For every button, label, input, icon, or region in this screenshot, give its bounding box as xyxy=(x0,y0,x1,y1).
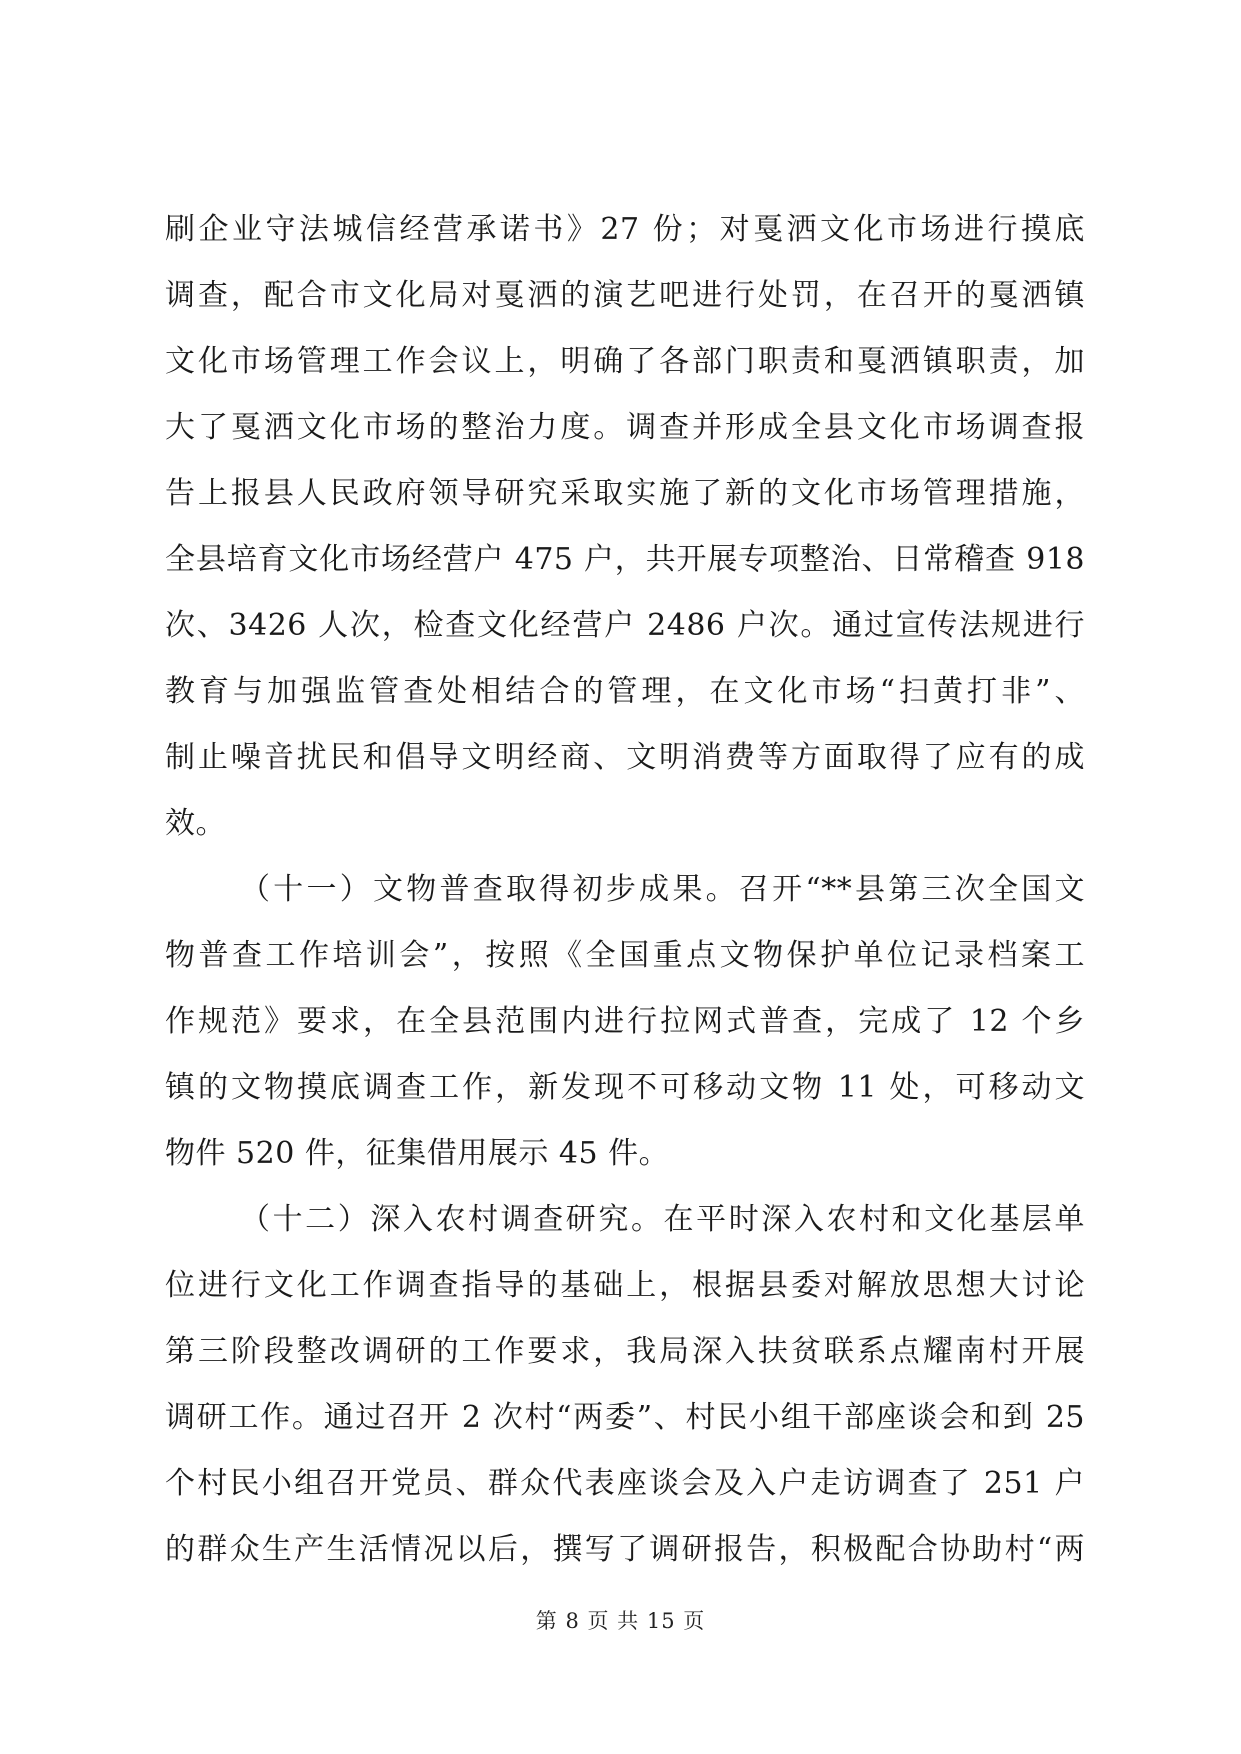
text-line: 调查，配合市文化局对戛洒的演艺吧进行处罚，在召开的戛洒镇 xyxy=(165,278,1085,313)
text-line: 制止噪音扰民和倡导文明经商、文明消费等方面取得了应有的成 xyxy=(165,740,1085,775)
text-line: 文化市场管理工作会议上，明确了各部门职责和戛洒镇职责，加 xyxy=(165,344,1085,379)
text-line: 调研工作。通过召开 2 次村“两委”、村民小组干部座谈会和到 25 xyxy=(165,1400,1085,1435)
text-line: 大了戛洒文化市场的整治力度。调查并形成全县文化市场调查报 xyxy=(165,410,1085,445)
text-line: 个村民小组召开党员、群众代表座谈会及入户走访调查了 251 户 xyxy=(165,1466,1085,1501)
paragraph-heading-line: （十一）文物普查取得初步成果。召开“**县第三次全国文 xyxy=(240,872,1085,907)
text-line: 镇的文物摸底调查工作，新发现不可移动文物 11 处，可移动文 xyxy=(165,1070,1085,1105)
document-body xyxy=(165,197,1085,1583)
text-line: 位进行文化工作调查指导的基础上，根据县委对解放思想大讨论 xyxy=(165,1268,1085,1303)
paragraph-cultural-relics-survey xyxy=(165,857,1085,1187)
text-line: 教育与加强监管查处相结合的管理，在文化市场“扫黄打非”、 xyxy=(165,674,1085,709)
paragraph-heading-line: （十二）深入农村调查研究。在平时深入农村和文化基层单 xyxy=(240,1202,1085,1237)
text-line: 作规范》要求，在全县范围内进行拉网式普查，完成了 12 个乡 xyxy=(165,1004,1085,1039)
paragraph-market-management xyxy=(165,197,1085,857)
paragraph-rural-research xyxy=(165,1187,1085,1583)
text-line: 次、3426 人次，检查文化经营户 2486 户次。通过宣传法规进行 xyxy=(165,608,1085,643)
text-line: 物件 520 件，征集借用展示 45 件。 xyxy=(165,1136,670,1171)
text-line: 刷企业守法城信经营承诺书》27 份；对戛洒文化市场进行摸底 xyxy=(165,212,1085,247)
text-line: 的群众生产生活情况以后，撰写了调研报告，积极配合协助村“两 xyxy=(165,1532,1085,1567)
text-line: 物普查工作培训会”，按照《全国重点文物保护单位记录档案工 xyxy=(165,938,1085,973)
text-line: 效。 xyxy=(165,806,226,841)
text-line: 第三阶段整改调研的工作要求，我局深入扶贫联系点耀南村开展 xyxy=(165,1334,1085,1369)
text-line: 全县培育文化市场经营户 475 户，共开展专项整治、日常稽查 918 xyxy=(165,542,1085,577)
page-number-footer: 第 8 页 共 15 页 xyxy=(535,1609,706,1633)
text-line: 告上报县人民政府领导研究采取实施了新的文化市场管理措施， xyxy=(165,476,1085,511)
